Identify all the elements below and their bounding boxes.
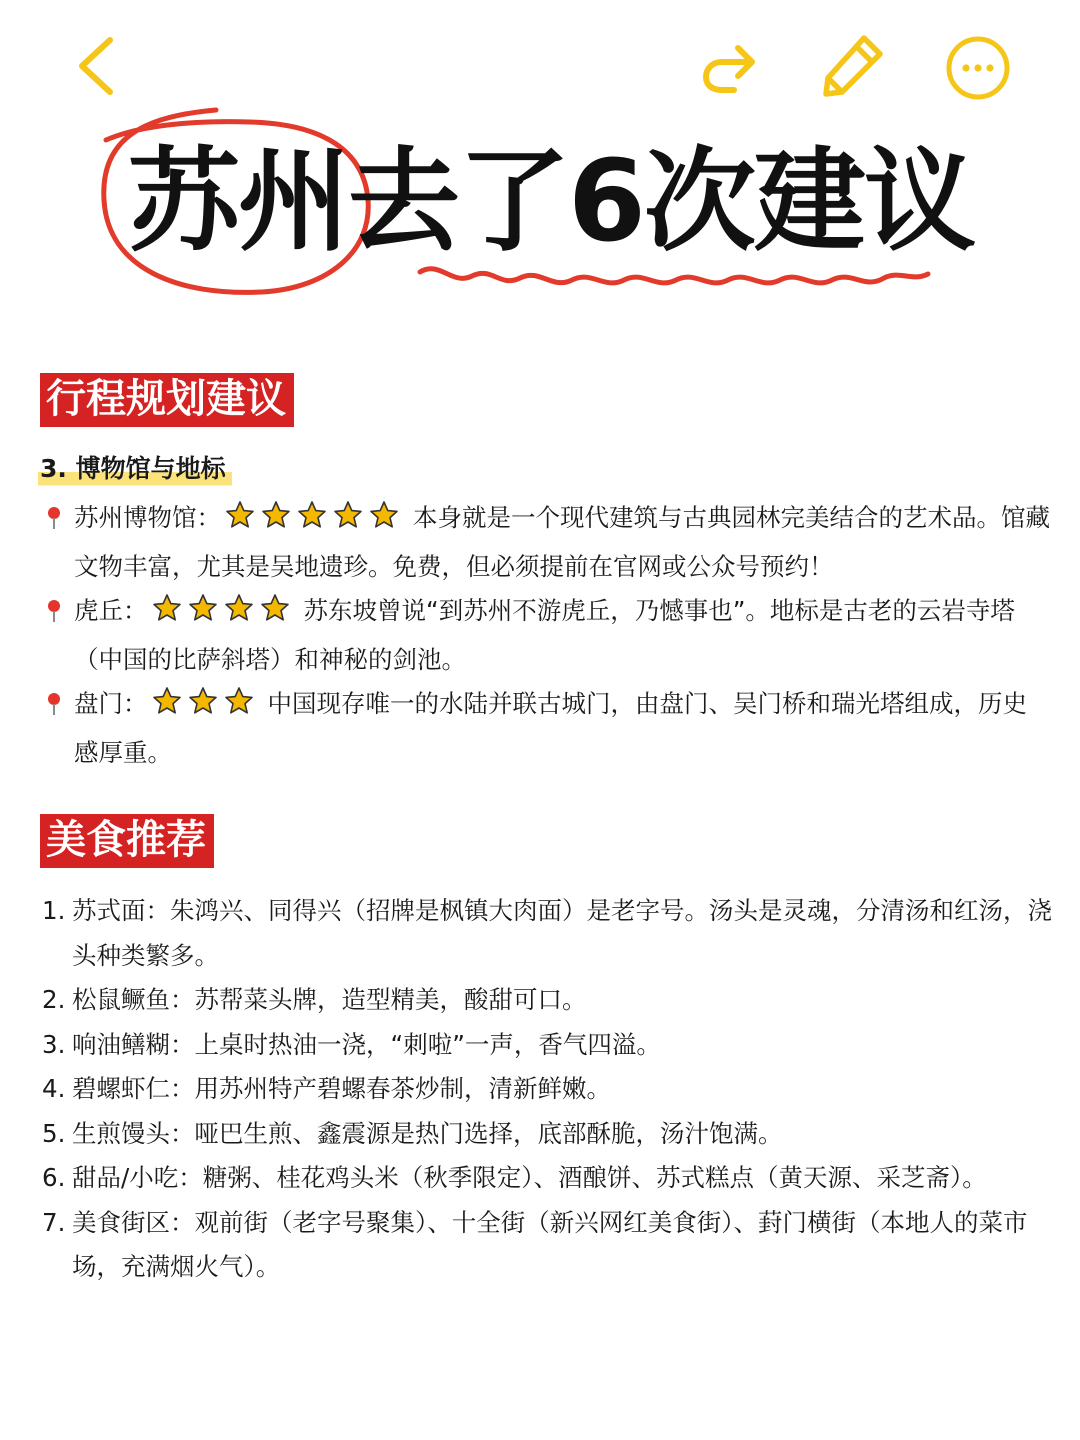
section-header-itinerary: 行程规划建议 [40,373,294,427]
list-item [42,1023,1052,1068]
star-icon [369,500,399,530]
map-pin-icon [44,692,64,716]
item-number: 3. [42,1029,66,1059]
star-icon [152,686,182,716]
more-dots-icon[interactable] [944,34,1012,102]
page-title: 苏州去了6次建议 [128,137,974,267]
list-item [40,589,1050,682]
item-text: 生煎馒头：哑巴生煎、鑫震源是热门选择，底部酥脆，汤汁饱满。 [72,1118,783,1148]
landmark-name: 盘门： [74,689,148,718]
item-number: 2. [42,985,66,1014]
item-text: 美食街区：观前街（老字号聚集）、十全街（新兴网红美食街）、葑门横街（本地人的菜市场，充满烟火气）。 [72,1207,1028,1281]
landmark-name: 苏州博物馆： [74,503,221,532]
redo-arrow-icon[interactable] [700,38,762,94]
item-number: 1. [42,896,66,925]
star-icon [224,686,254,716]
star-icon [224,593,254,623]
star-icon [225,500,255,530]
item-text: 苏式面：朱鸿兴、同得兴（招牌是枫镇大肉面）是老字号。汤头是灵魂，分清汤和红汤，浇头种类繁多。 [72,896,1052,970]
item-text: 碧螺虾仁：用苏州特产碧螺春茶炒制，清新鲜嫩。 [72,1074,611,1103]
title-area [0,100,1080,310]
section-header-food: 美食推荐 [40,814,214,868]
star-rating [152,686,260,731]
star-icon [152,593,182,623]
landmark-desc: 本身就是一个现代建筑与古典园林完美结合的艺术品。馆藏文物丰富，尤其是吴地遗珍。免费，但必须提前在官网或公众号预约！ [74,503,1050,581]
list-item [42,889,1052,978]
star-rating [152,593,296,638]
item-text: 响油鳝糊：上桌时热油一浇，“刺啦”一声，香气四溢。 [72,1029,661,1059]
star-icon [188,593,218,623]
list-item [42,978,1052,1023]
list-item [42,1067,1052,1112]
star-icon [260,593,290,623]
subheading-museums: 3. 博物馆与地标 [38,450,232,488]
item-number: 4. [42,1074,66,1103]
pencil-icon[interactable] [818,30,888,100]
list-item [42,1201,1052,1290]
star-icon [333,500,363,530]
star-icon [188,686,218,716]
item-text: 松鼠鳜鱼：苏帮菜头牌，造型精美，酸甜可口。 [72,985,587,1014]
item-text: 甜品/小吃：糖粥、桂花鸡头米（秋季限定）、酒酿饼、苏式糕点（黄天源、采芝斋）。 [72,1163,987,1192]
map-pin-icon [44,506,64,530]
list-item [40,682,1050,775]
list-item [42,1156,1052,1201]
item-number: 5. [42,1118,66,1148]
star-icon [297,500,327,530]
list-item [42,1112,1052,1157]
list-item [40,496,1050,589]
item-number: 6. [42,1163,66,1192]
food-list [42,889,1052,1290]
landmark-desc: 苏东坡曾说“到苏州不游虎丘，乃憾事也”。地标是古老的云岩寺塔（中国的比萨斜塔）和神秘的剑池。 [74,596,1015,674]
item-number: 7. [42,1207,66,1237]
star-icon [261,500,291,530]
chevron-left-icon[interactable] [74,36,118,96]
map-pin-icon [44,599,64,623]
star-rating [225,500,405,545]
landmark-list [40,496,1050,775]
landmark-name: 虎丘： [74,596,148,625]
landmark-desc: 中国现存唯一的水陆并联古城门，由盘门、吴门桥和瑞光塔组成，历史感厚重。 [74,689,1027,767]
